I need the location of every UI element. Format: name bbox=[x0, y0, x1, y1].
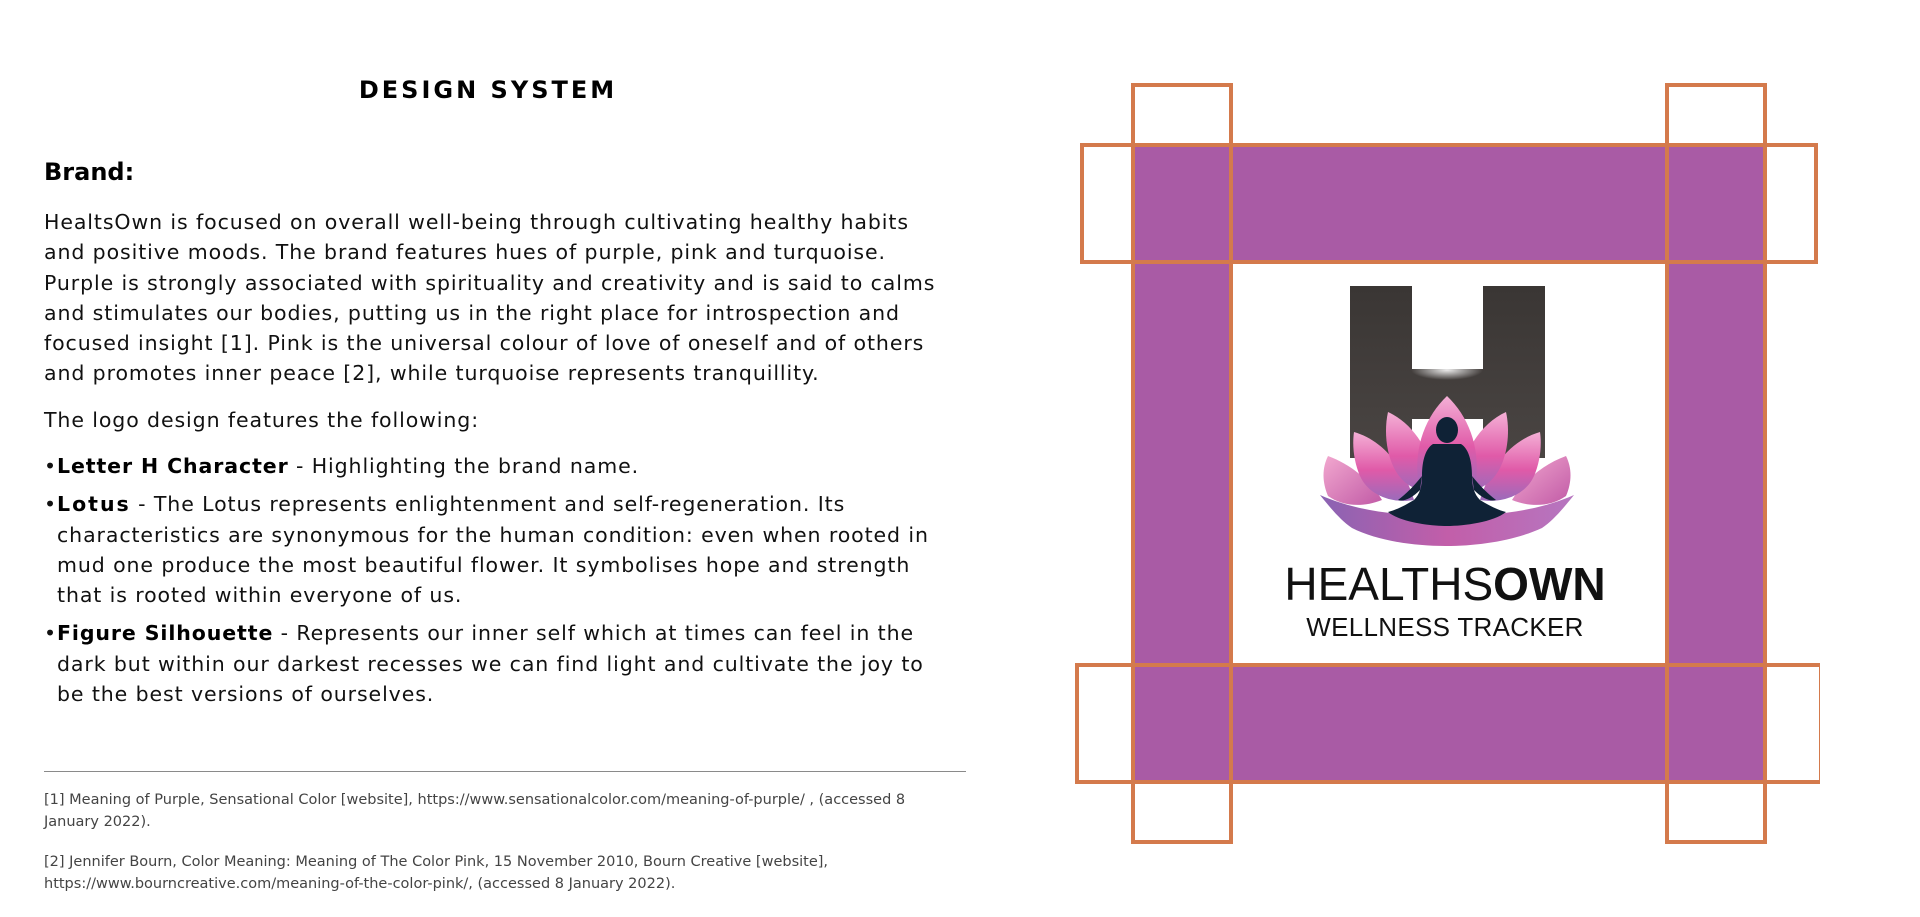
feature-name: Letter H Character bbox=[57, 454, 289, 478]
wordmark-bold: OWN bbox=[1493, 558, 1606, 610]
page-title: DESIGN SYSTEM bbox=[358, 76, 618, 104]
footnote-divider bbox=[44, 771, 966, 772]
footnote: [2] Jennifer Bourn, Color Meaning: Meaning of The Color Pink, 15 November 2010, Bourn Creative [website], https://www.bourncreative.com/meaning-of-the-color-pink/, (accessed 8 January 2022). bbox=[44, 854, 829, 892]
feature-name: Lotus bbox=[57, 492, 131, 517]
bullet: • bbox=[44, 492, 57, 517]
brand-intro-paragraph: HealtsOwn is focused on overall well-being through cultivating healthy habits and positive moods. The brand features hues of purple, pink and turquoise. Purple is strongly associated with spirituality and creativity and is said to calms and stimulates our bodies, putting us in the right place for introspection and focused insight [1]. Pink is the universal colour of love of oneself and of others and promotes inner peace [2], while turquoise represents tranquillity. bbox=[44, 210, 936, 386]
list-item bbox=[44, 618, 940, 709]
list-item bbox=[44, 489, 940, 610]
logo-clearspace-diagram bbox=[1070, 80, 1820, 845]
logo-clearspace-graphic bbox=[1070, 80, 1820, 845]
feature-description: - Highlighting the brand name. bbox=[288, 454, 640, 478]
footnote: [1] Meaning of Purple, Sensational Color [website], https://www.sensationalcolor.com/meaning-of-purple/ , (accessed 8 January 2022). bbox=[44, 792, 906, 830]
bullet: • bbox=[44, 454, 57, 478]
brand-heading: Brand: bbox=[44, 158, 135, 186]
wordmark-light: HEALTHS bbox=[1284, 558, 1494, 610]
bullet: • bbox=[44, 621, 57, 646]
features-list bbox=[44, 451, 940, 709]
features-intro: The logo design features the following: bbox=[44, 408, 480, 432]
list-item bbox=[44, 451, 940, 481]
feature-name: Figure Silhouette bbox=[57, 621, 274, 646]
feature-description: - The Lotus represents enlightenment and self-regeneration. Its characteristics are synonymous for the human condition: even when rooted in mud one produce the most beautiful flower. It symbolises hope and strength that is rooted within everyone of us. bbox=[57, 492, 929, 608]
feature-description: - Represents our inner self which at times can feel in the dark but within our darkest recesses we can find light and cultivate the joy to be the best versions of ourselves. bbox=[57, 621, 924, 707]
logo-wordmark bbox=[1280, 558, 1610, 610]
logo-tagline: WELLNESS TRACKER bbox=[1306, 612, 1584, 642]
